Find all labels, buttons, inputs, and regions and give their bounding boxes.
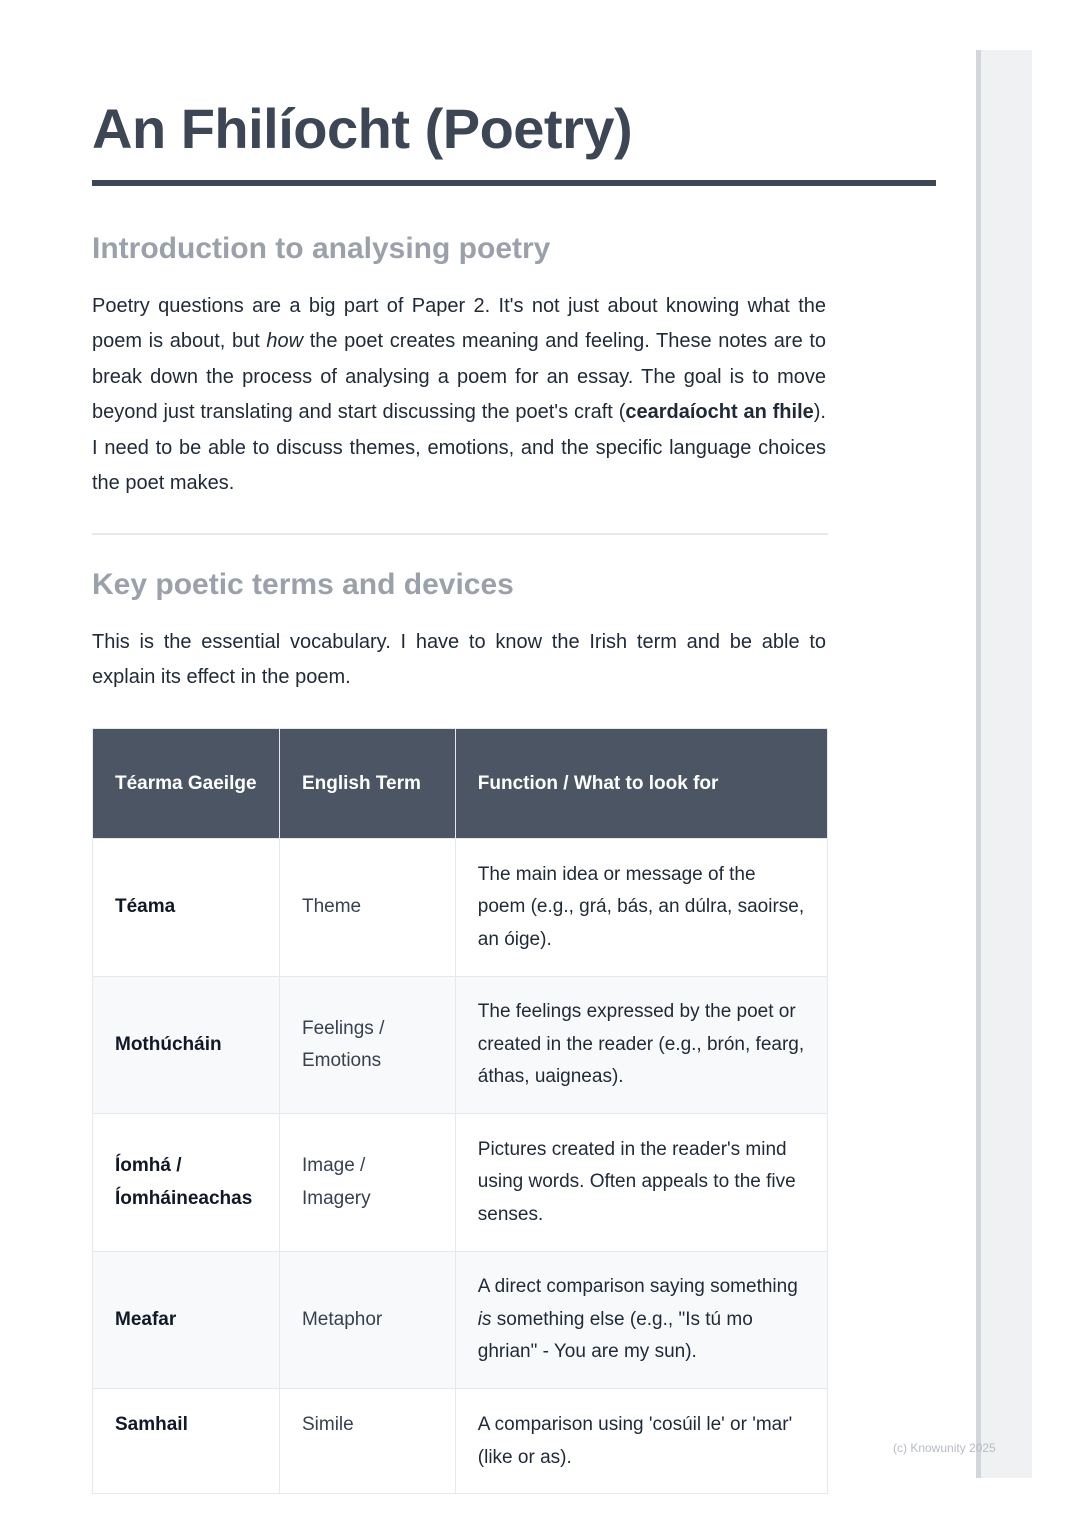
copyright-notice: (c) Knowunity 2025 xyxy=(893,1441,996,1455)
table-row xyxy=(93,1389,828,1494)
table-row xyxy=(93,1114,828,1252)
function-cell: Pictures created in the reader's mind using words. Often appeals to the five senses. xyxy=(455,1114,827,1252)
function-cell: The feelings expressed by the poet or created in the reader (e.g., brón, fearg, áthas, uaigneas). xyxy=(455,977,827,1114)
irish-term-cell: Téama xyxy=(93,839,280,977)
section-heading-key-terms: Key poetic terms and devices xyxy=(92,568,514,601)
function-cell: The main idea or message of the poem (e.g., grá, bás, an dúlra, saoirse, an óige). xyxy=(455,839,827,977)
column-header-function: Function / What to look for xyxy=(455,729,827,839)
english-term-cell: Metaphor xyxy=(279,1252,455,1389)
table-row xyxy=(93,977,828,1114)
scrollbar-edge xyxy=(976,50,981,1478)
irish-term-cell: Samhail xyxy=(93,1389,280,1494)
function-cell: A comparison using 'cosúil le' or 'mar' (like or as). xyxy=(455,1389,827,1494)
function-cell: A direct comparison saying something is something else (e.g., "Is tú mo ghrian" - You are my sun). xyxy=(455,1252,827,1389)
section-divider xyxy=(92,533,828,535)
irish-term-cell: Meafar xyxy=(93,1252,280,1389)
english-term-cell: Theme xyxy=(279,839,455,977)
table-row xyxy=(93,1252,828,1389)
key-terms-paragraph: This is the essential vocabulary. I have to know the Irish term and be able to explain its effect in the poem. xyxy=(92,631,826,689)
table-row xyxy=(93,839,828,977)
irish-term-cell: Íomhá / Íomháineachas xyxy=(93,1114,280,1252)
introduction-paragraph: Poetry questions are a big part of Paper 2. It's not just about knowing what the poem is about, but how the poet creates meaning and feeling. These notes are to break down the process of analysing a poem for an essay. The goal is to move beyond just translating and start discussing the poet's craft (ceardaíocht an fhile). I need to be able to discuss themes, emotions, and the specific language choices the poet makes. xyxy=(92,295,826,495)
page-title: An Fhilíocht (Poetry) xyxy=(92,97,633,160)
title-underline xyxy=(92,180,936,186)
scrollbar-track[interactable] xyxy=(976,50,1032,1478)
section-heading-introduction: Introduction to analysing poetry xyxy=(92,232,551,265)
english-term-cell: Image / Imagery xyxy=(279,1114,455,1252)
english-term-cell: Simile xyxy=(279,1389,455,1494)
table-header-row xyxy=(93,729,828,839)
english-term-cell: Feelings / Emotions xyxy=(279,977,455,1114)
irish-term-cell: Mothúcháin xyxy=(93,977,280,1114)
column-header-irish-term: Téarma Gaeilge xyxy=(93,729,280,839)
column-header-english-term: English Term xyxy=(279,729,455,839)
poetic-terms-table xyxy=(92,728,828,1494)
